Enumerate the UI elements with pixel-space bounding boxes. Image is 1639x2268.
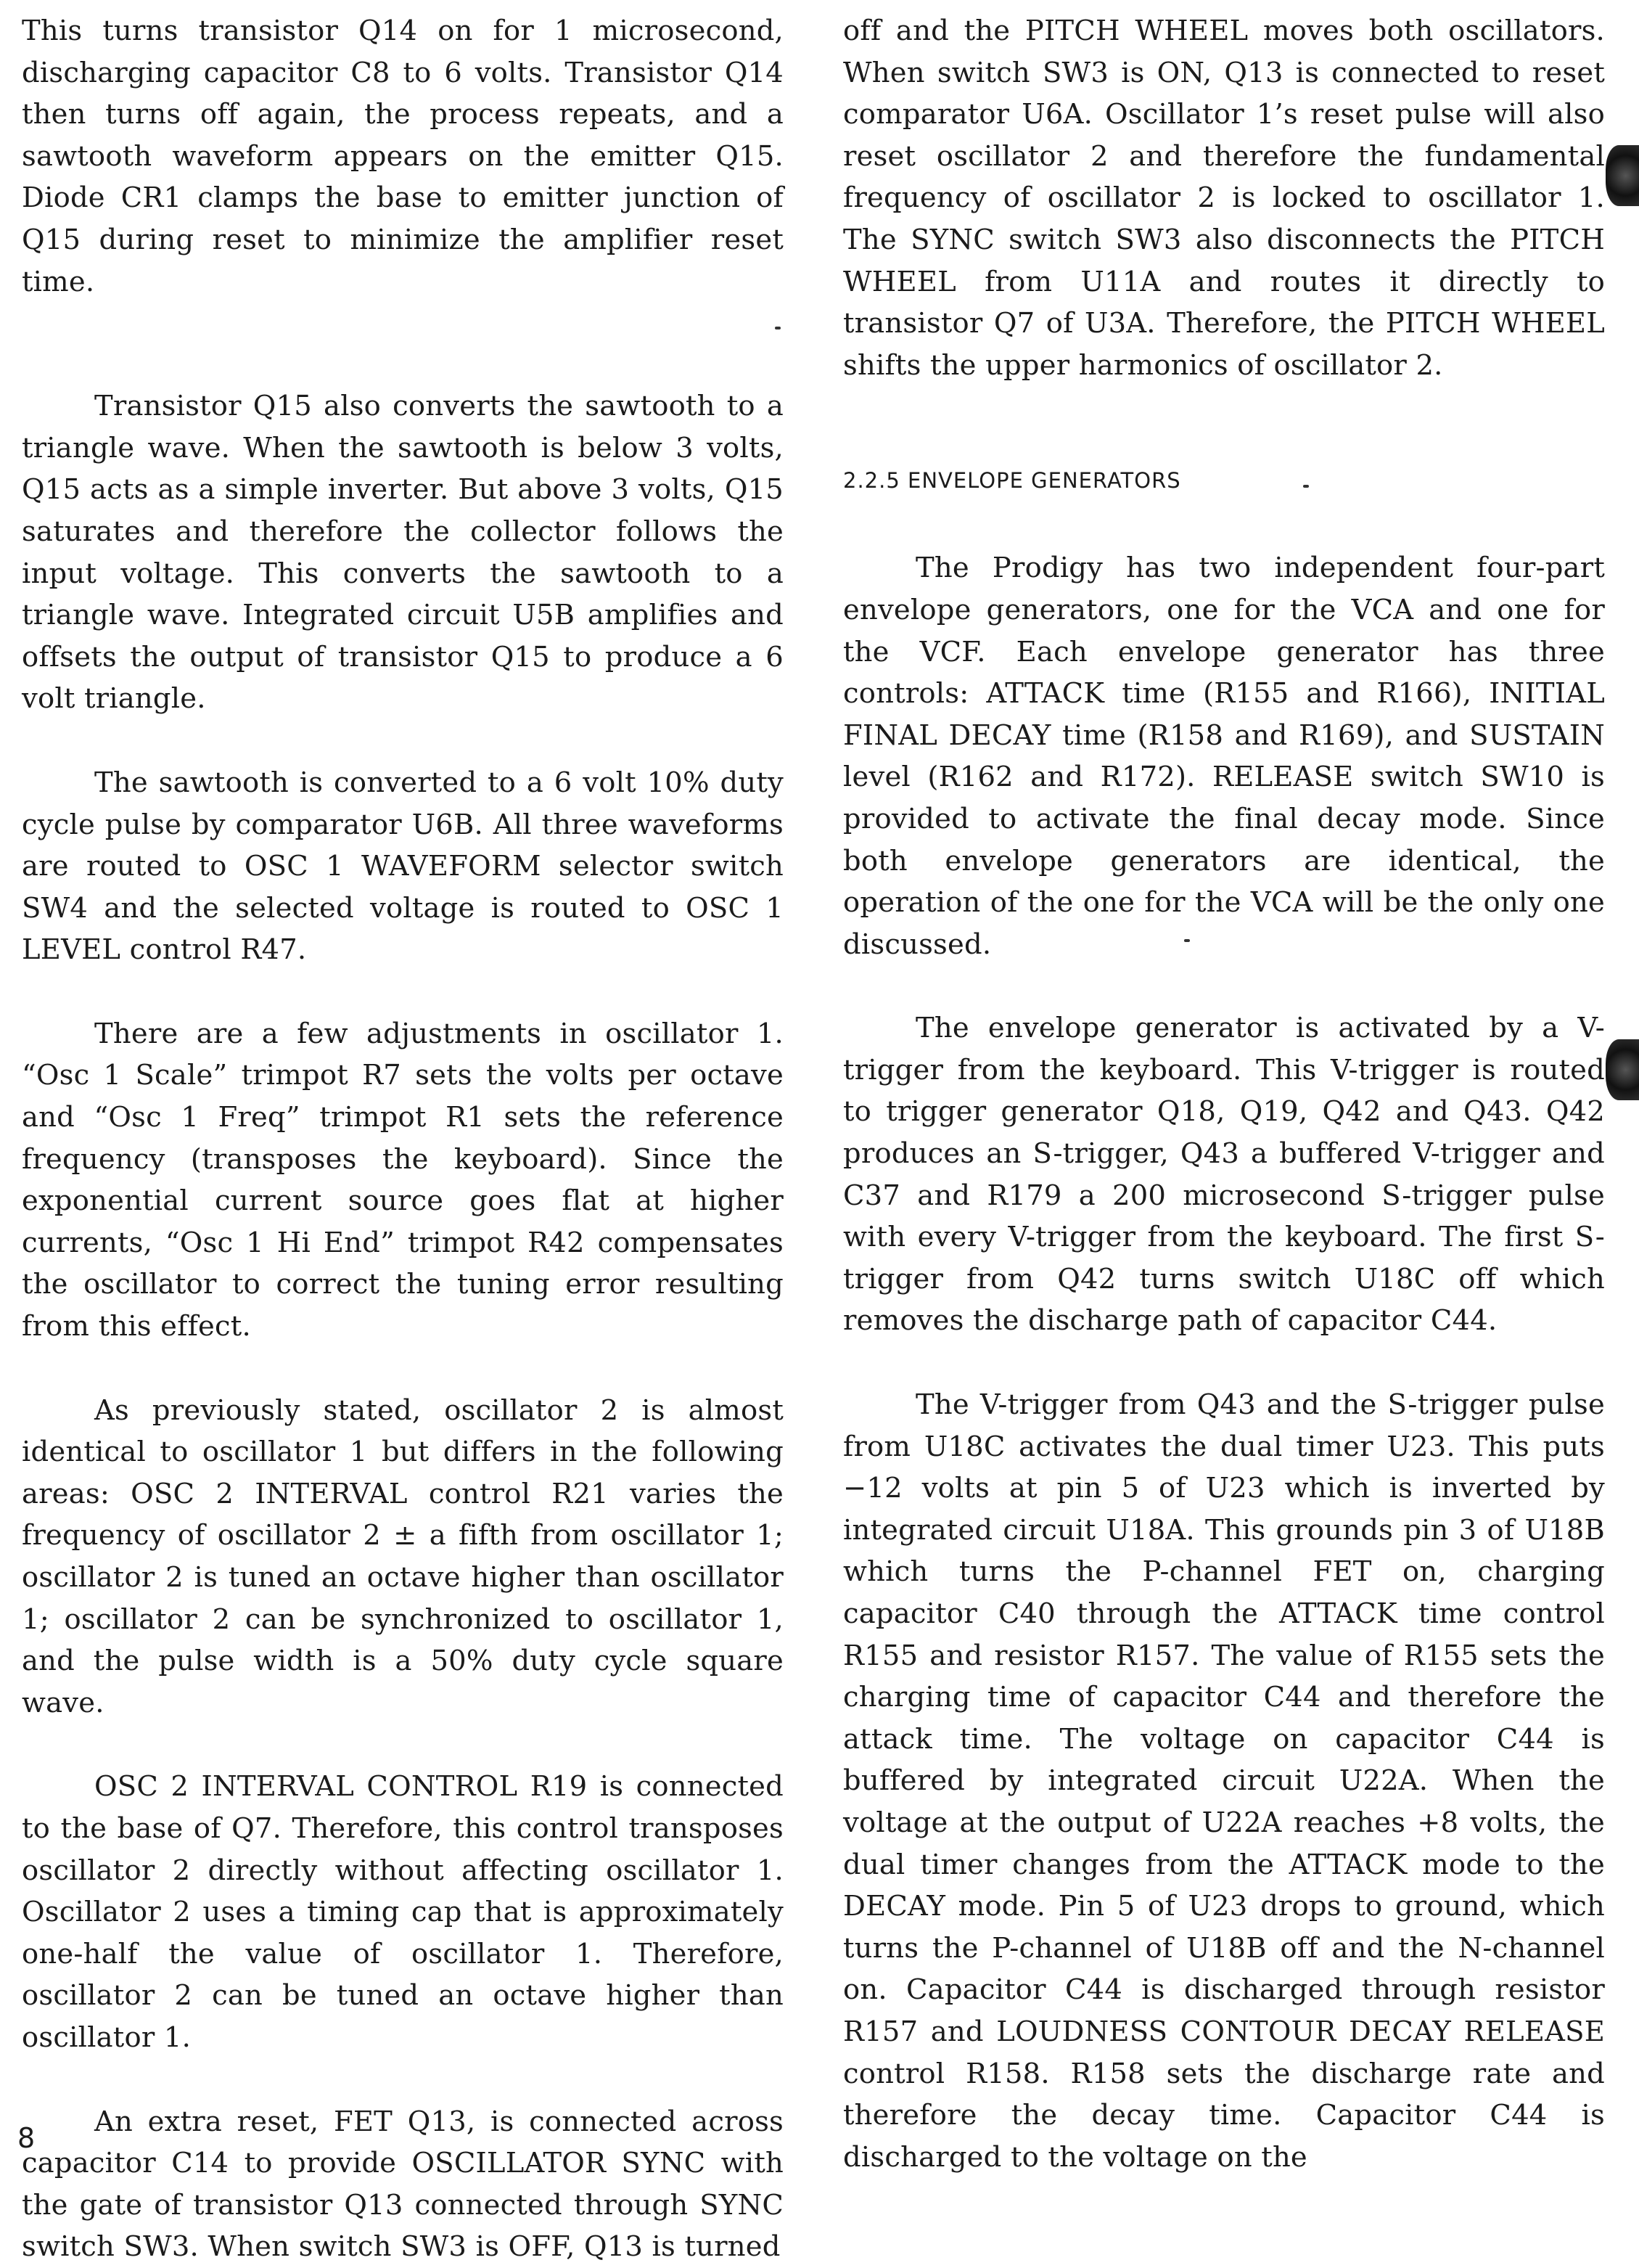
paragraph-attack-decay: The V-trigger from Q43 and the S-trigger pulse from U18C activates the dual timer U23. This puts −12 volts at pin 5 of U23 which is inverted by integrated circuit U18A. This grounds pin 3 of U18B which turns the P-channel FET on, charging capacitor C40 through the ATTACK time control R155 and resistor R157. The value of R155 sets the charging time of capacitor C44 and therefore the attack time. The voltage on capacitor C44 is buffered by integrated circuit U22A. When the voltage at the output of U22A reaches +8 volts, the dual timer changes from the ATTACK mode to the DECAY mode. Pin 5 of U23 drops to ground, which turns the P-channel of U18B off and the N-channel on. Capacitor C44 is discharged through resistor R157 and LOUDNESS CONTOUR DECAY RELEASE control R158. R158 sets the discharge rate and therefore the decay time. Capacitor C44 is discharged to the voltage on the [843,1388,1605,2174]
paragraph-oscillator-1-adjustments: There are a few adjustments in oscillator 1. “Osc 1 Scale” trimpot R7 sets the volts per octave and “Osc 1 Freq” trimpot R1 sets the reference frequency (transposes the keyboard). Since the exponential current source goes flat at higher currents, “Osc 1 Hi End” trimpot R42 compensates the oscillator to correct the tuning error resulting from this effect. [22,1017,784,1343]
paragraph-osc-2-interval: OSC 2 INTERVAL CONTROL R19 is connected to the base of Q7. Therefore, this control transposes oscillator 2 directly without affecting oscillator 1. Oscillator 2 uses a timing cap that is approximately one-half the value of oscillator 1. Therefore, oscillator 2 can be tuned an octave higher than oscillator 1. [22,1770,784,2054]
scan-speck [1184,939,1190,942]
left-column [22,10,784,2268]
paragraph-oscillator-2-differences: As previously stated, oscillator 2 is almost identical to oscillator 1 but differs in the following areas: OSC 2 INTERVAL control R21 varies the frequency of oscillator 2 ± a fifth from oscillator 1; oscillator 2 is tuned an octave higher than oscillator 1; oscillator 2 can be synchronized to oscillator 1, and the pulse width is a 50% duty cycle square wave. [22,1393,784,1719]
paragraph-envelope-trigger: The envelope generator is activated by a V-trigger from the keyboard. This V-trigger is routed to trigger generator Q18, Q19, Q42 and Q43. Q42 produces an S-trigger, Q43 a buffered V-trigger and C37 and R179 a 200 microsecond S-trigger pulse with every V-trigger from the keyboard. The first S-trigger from Q42 turns switch U18C off which removes the discharge path of capacitor C44. [843,1012,1605,1338]
paragraph-oscillator-sync: An extra reset, FET Q13, is connected across capacitor C14 to provide OSCILLATOR SYNC with the gate of transistor Q13 connected through SYNC switch SW3. When switch SW3 is OFF, Q13 is turned [22,2105,784,2264]
binder-hole-mark [1606,1039,1639,1100]
paragraph-pulse-conversion: The sawtooth is converted to a 6 volt 10% duty cycle pulse by comparator U6B. All three waveforms are routed to OSC 1 WAVEFORM selector switch SW4 and the selected voltage is routed to OSC 1 LEVEL control R47. [22,766,784,967]
scan-speck [775,327,781,329]
section-heading-envelope-generators: 2.2.5 ENVELOPE GENERATORS [843,468,1181,494]
scan-speck [1303,485,1309,488]
paragraph-sawtooth-reset: This turns transistor Q14 on for 1 microsecond, discharging capacitor C8 to 6 volts. Transistor Q14 then turns off again, the process repeats, and a sawtooth waveform appears on the emitter Q15. Diode CR1 clamps the base to emitter junction of Q15 during reset to minimize the amplifier reset time. [22,15,784,298]
right-column [843,10,1605,2178]
page-number: 8 [17,2122,36,2154]
paragraph-envelope-overview: The Prodigy has two independent four-part envelope generators, one for the VCA and one for the VCF. Each envelope generator has three controls: ATTACK time (R155 and R166), INITIAL FINAL DECAY time (R158 and R169), and SUSTAIN level (R162 and R172). RELEASE switch SW10 is provided to activate the final decay mode. Since both envelope generators are identical, the operation of the one for the VCA will be the only one discussed. [843,552,1605,961]
paragraph-sync-continued: off and the PITCH WHEEL moves both oscillators. When switch SW3 is ON, Q13 is connected to reset comparator U6A. Oscillator 1’s reset pulse will also reset oscillator 2 and therefore the fundamental frequency of oscillator 2 is locked to oscillator 1. The SYNC switch SW3 also disconnects the PITCH WHEEL from U11A and routes it directly to transistor Q7 of U3A. Therefore, the PITCH WHEEL shifts the upper harmonics of oscillator 2. [843,15,1605,382]
binder-hole-mark [1606,145,1639,206]
paragraph-triangle-conversion: Transistor Q15 also converts the sawtooth to a triangle wave. When the sawtooth is below 3 volts, Q15 acts as a simple inverter. But above 3 volts, Q15 saturates and therefore the collector follows the input voltage. This converts the sawtooth to a triangle wave. Integrated circuit U5B amplifies and offsets the output of transistor Q15 to produce a 6 volt triangle. [22,390,784,716]
